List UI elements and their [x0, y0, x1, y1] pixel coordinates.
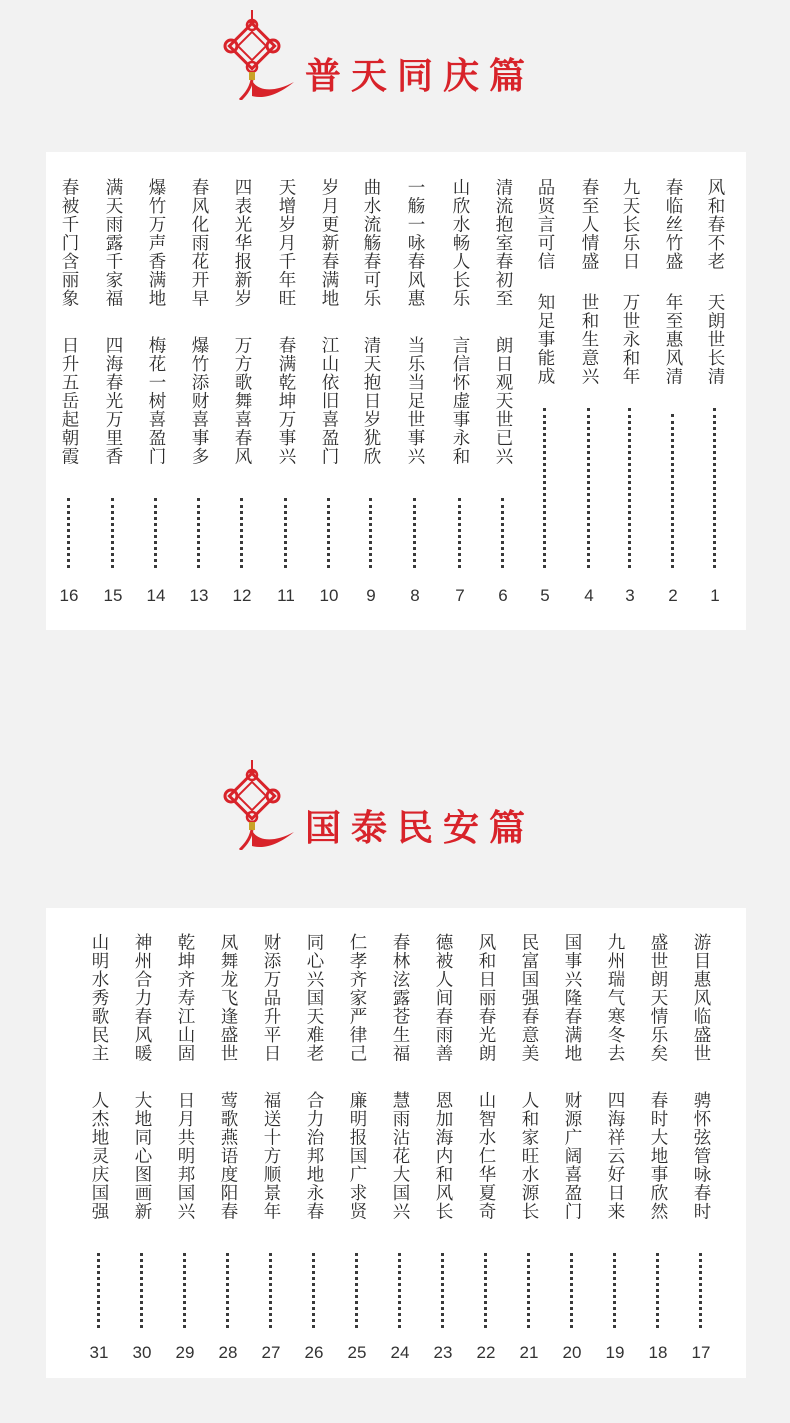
couplet-line-2: 年至惠风清 — [663, 293, 683, 386]
dot-leader — [226, 1253, 229, 1328]
couplet-line-1: 同心兴国天难老 — [304, 933, 324, 1063]
page-number: 20 — [562, 1343, 582, 1362]
couplet-line-1: 山明水秀歌民主 — [89, 933, 109, 1063]
dot-leader — [656, 1253, 659, 1328]
couplet-line-1: 仁孝齐家严律己 — [347, 933, 367, 1063]
page-number: 27 — [261, 1343, 281, 1362]
couplet-line-1: 德被人间春雨善 — [433, 933, 453, 1063]
couplet-line-1: 春风化雨花开早 — [189, 178, 209, 308]
couplet-line-1: 风和日丽春光朗 — [476, 933, 496, 1063]
couplet-line-1: 凤舞龙飞逢盛世 — [218, 933, 238, 1063]
page-number: 5 — [540, 586, 550, 605]
page-number: 6 — [498, 586, 508, 605]
couplet-line-1: 天增岁月千年旺 — [276, 178, 296, 308]
couplet-line-2: 言信怀虚事永和 — [450, 336, 470, 466]
couplet-line-2: 万世永和年 — [620, 293, 640, 386]
dot-leader — [570, 1253, 573, 1328]
couplet-line-2: 大地同心图画新 — [132, 1091, 152, 1221]
dot-leader — [501, 498, 504, 568]
couplet-line-2: 合力治邦地永春 — [304, 1091, 324, 1221]
couplet-line-2: 骋怀弦管咏春时 — [691, 1091, 711, 1221]
page-number: 14 — [146, 586, 166, 605]
dot-leader — [111, 498, 114, 568]
dot-leader — [154, 498, 157, 568]
page-number: 31 — [89, 1343, 109, 1362]
page-number: 26 — [304, 1343, 324, 1362]
couplet-line-2: 四海祥云好日来 — [605, 1091, 625, 1221]
couplet-line-1: 九州瑞气寒冬去 — [605, 933, 625, 1063]
page-number: 29 — [175, 1343, 195, 1362]
page-number: 7 — [455, 586, 465, 605]
dot-leader — [355, 1253, 358, 1328]
couplet-line-1: 春临丝竹盛 — [663, 178, 683, 271]
couplet-line-2: 万方歌舞喜春风 — [232, 336, 252, 466]
dot-leader — [527, 1253, 530, 1328]
page-number: 15 — [103, 586, 123, 605]
dot-leader — [671, 414, 674, 568]
dot-leader — [284, 498, 287, 568]
page-number: 10 — [319, 586, 339, 605]
dot-leader — [183, 1253, 186, 1328]
dot-leader — [369, 498, 372, 568]
couplet-line-1: 春至人情盛 — [579, 178, 599, 271]
couplet-line-2: 恩加海内和风长 — [433, 1091, 453, 1221]
dot-leader — [699, 1253, 702, 1328]
page-number: 22 — [476, 1343, 496, 1362]
dot-leader — [327, 498, 330, 568]
dot-leader — [197, 498, 200, 568]
couplet-line-1: 岁月更新春满地 — [319, 178, 339, 308]
couplet-line-2: 人杰地灵庆国强 — [89, 1091, 109, 1221]
couplet-line-2: 四海春光万里香 — [103, 336, 123, 466]
couplet-line-1: 九天长乐日 — [620, 178, 640, 271]
page-number: 23 — [433, 1343, 453, 1362]
couplet-line-1: 财添万品升平日 — [261, 933, 281, 1063]
dot-leader — [67, 498, 70, 568]
dot-leader — [441, 1253, 444, 1328]
couplet-line-1: 满天雨露千家福 — [103, 178, 123, 308]
page-number: 8 — [410, 586, 420, 605]
dot-leader — [484, 1253, 487, 1328]
couplet-line-2: 朗日观天世已兴 — [493, 336, 513, 466]
dot-leader — [458, 498, 461, 568]
page-number: 30 — [132, 1343, 152, 1362]
page-number: 28 — [218, 1343, 238, 1362]
toc-panel-1 — [46, 152, 746, 630]
chinese-knot-icon — [222, 10, 302, 100]
couplet-line-1: 乾坤齐寿江山固 — [175, 933, 195, 1063]
couplet-line-1: 一觞一咏春风惠 — [405, 178, 425, 308]
dot-leader — [587, 408, 590, 568]
couplet-line-2: 江山依旧喜盈门 — [319, 336, 339, 466]
couplet-line-1: 山欣水畅人长乐 — [450, 178, 470, 308]
couplet-line-2: 爆竹添财喜事多 — [189, 336, 209, 466]
dot-leader — [312, 1253, 315, 1328]
page-number: 1 — [710, 586, 720, 605]
couplet-line-2: 当乐当足世事兴 — [405, 336, 425, 466]
couplet-line-1: 清流抱室春初至 — [493, 178, 513, 308]
dot-leader — [97, 1253, 100, 1328]
couplet-line-2: 财源广阔喜盈门 — [562, 1091, 582, 1221]
section-header-1 — [0, 10, 790, 100]
page-number: 9 — [366, 586, 376, 605]
couplet-line-2: 天朗世长清 — [705, 293, 725, 386]
page-number: 21 — [519, 1343, 539, 1362]
couplet-line-2: 日月共明邦国兴 — [175, 1091, 195, 1221]
couplet-line-1: 四表光华报新岁 — [232, 178, 252, 308]
couplet-line-1: 神州合力春风暖 — [132, 933, 152, 1063]
couplet-line-2: 慧雨沾花大国兴 — [390, 1091, 410, 1221]
dot-leader — [413, 498, 416, 568]
couplet-line-2: 山智水仁华夏奇 — [476, 1091, 496, 1221]
page-number: 25 — [347, 1343, 367, 1362]
couplet-line-1: 春林泫露苍生福 — [390, 933, 410, 1063]
chinese-knot-icon — [222, 760, 302, 850]
couplet-line-1: 爆竹万声香满地 — [146, 178, 166, 308]
dot-leader — [628, 408, 631, 568]
couplet-line-1: 游目惠风临盛世 — [691, 933, 711, 1063]
couplet-line-2: 清天抱日岁犹欣 — [361, 336, 381, 466]
page-number: 11 — [277, 586, 295, 605]
page-number: 24 — [390, 1343, 410, 1362]
page-number: 3 — [625, 586, 635, 605]
page-number: 13 — [189, 586, 209, 605]
couplet-line-2: 日升五岳起朝霞 — [59, 336, 79, 466]
couplet-line-1: 品贤言可信 — [535, 178, 555, 271]
couplet-line-2: 知足事能成 — [535, 293, 555, 386]
couplet-line-2: 人和家旺水源长 — [519, 1091, 539, 1221]
couplet-line-2: 莺歌燕语度阳春 — [218, 1091, 238, 1221]
page-number: 2 — [668, 586, 678, 605]
couplet-line-1: 风和春不老 — [705, 178, 725, 271]
couplet-line-2: 廉明报国广求贤 — [347, 1091, 367, 1221]
page-number: 19 — [605, 1343, 625, 1362]
section-header-2 — [0, 760, 790, 850]
dot-leader — [269, 1253, 272, 1328]
dot-leader — [398, 1253, 401, 1328]
page-number: 12 — [232, 586, 252, 605]
page-number: 17 — [691, 1343, 711, 1362]
couplet-line-2: 梅花一树喜盈门 — [146, 336, 166, 466]
couplet-line-1: 春被千门含丽象 — [59, 178, 79, 308]
couplet-line-2: 福送十方顺景年 — [261, 1091, 281, 1221]
dot-leader — [613, 1253, 616, 1328]
section-title: 普天同庆篇 — [305, 55, 536, 97]
toc-panel-2 — [46, 908, 746, 1378]
couplet-line-2: 春时大地事欣然 — [648, 1091, 668, 1221]
section-title: 国泰民安篇 — [305, 807, 536, 849]
couplet-line-1: 曲水流觞春可乐 — [361, 178, 381, 308]
dot-leader — [713, 408, 716, 568]
couplet-line-1: 民富国强春意美 — [519, 933, 539, 1063]
page-number: 16 — [59, 586, 79, 605]
dot-leader — [140, 1253, 143, 1328]
couplet-line-2: 世和生意兴 — [579, 293, 599, 386]
couplet-line-2: 春满乾坤万事兴 — [276, 336, 296, 466]
dot-leader — [543, 408, 546, 568]
page-number: 18 — [648, 1343, 668, 1362]
dot-leader — [240, 498, 243, 568]
page-number: 4 — [584, 586, 594, 605]
couplet-line-1: 盛世朗天情乐矣 — [648, 933, 668, 1063]
couplet-line-1: 国事兴隆春满地 — [562, 933, 582, 1063]
